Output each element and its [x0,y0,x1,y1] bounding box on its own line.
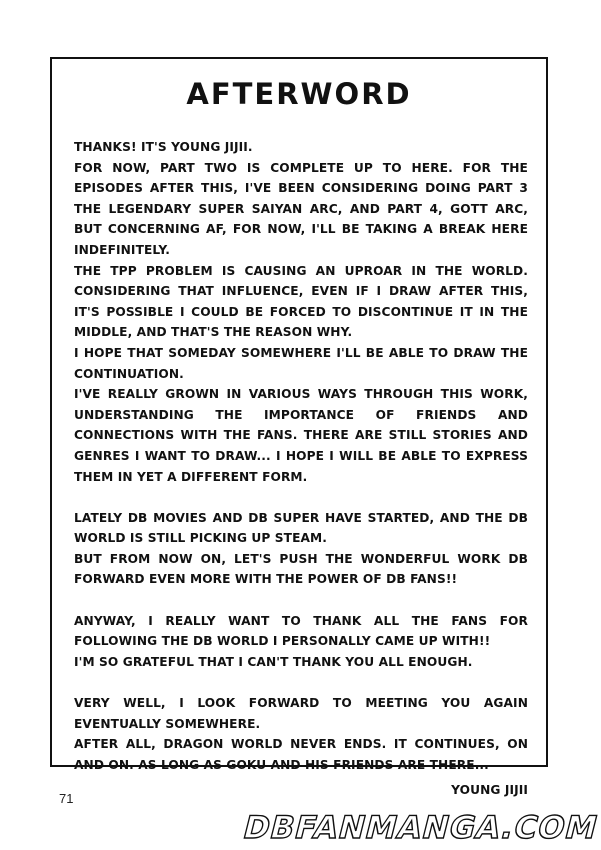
afterword-panel [50,57,548,798]
author-signature: YOUNG JIJII [451,783,528,798]
paragraph-push-forward: BUT FROM NOW ON, LET'S PUSH THE WONDERFUL WORK DB FORWARD EVEN MORE WITH THE POWER OF DB FANS!! [74,551,528,587]
paragraph-thank-fans: ANYWAY, I REALLY WANT TO THANK ALL THE FANS FOR FOLLOWING THE DB WORLD I PERSONALLY CAME UP WITH!! [74,613,528,649]
paragraph-dragon-world: AFTER ALL, DRAGON WORLD NEVER ENDS. IT CONTINUES, ON AND ON. AS LONG AS GOKU AND HIS FRIENDS ARE THERE... [74,737,528,772]
page-number: 71 [59,791,74,806]
paragraph-grown: I'VE REALLY GROWN IN VARIOUS WAYS THROUGH THIS WORK, UNDERSTANDING THE IMPORTANCE OF FRIENDS AND CONNECTIONS WITH THE FANS. THERE ARE STILL STORIES AND GENRES I WANT TO DRAW... I HOPE I WILL BE ABLE TO EXPRESS THEM IN YET A DIFFERENT FORM. [74,387,528,484]
paragraph-thanks: THANKS! IT'S YOUNG JIJII. [74,140,253,154]
site-watermark: DBFANMANGA.COM [239,810,601,846]
paragraph-meeting-again: VERY WELL, I LOOK FORWARD TO MEETING YOU AGAIN EVENTUALLY SOMEWHERE. [74,696,528,731]
paragraph-spacer [74,487,528,508]
paragraph-tpp-problem: THE TPP PROBLEM IS CAUSING AN UPROAR IN THE WORLD. CONSIDERING THAT INFLUENCE, EVEN IF I DRAW AFTER THIS, IT'S POSSIBLE I COULD BE FORCED TO DISCONTINUE IT IN THE MIDDLE, AND THAT'S THE REASON WHY. [74,263,528,340]
paragraph-spacer [74,672,528,693]
paragraph-spacer [74,590,528,611]
paragraph-continuation: I HOPE THAT SOMEDAY SOMEWHERE I'LL BE ABLE TO DRAW THE CONTINUATION. [74,345,528,381]
paragraph-db-movies: LATELY DB MOVIES AND DB SUPER HAVE STARTED, AND THE DB WORLD IS STILL PICKING UP STEAM. [74,510,528,546]
afterword-body [74,137,528,801]
paragraph-grateful: I'M SO GRATEFUL THAT I CAN'T THANK YOU ALL ENOUGH. [74,654,473,669]
page-title: AFTERWORD [186,77,412,111]
paragraph-part-two: FOR NOW, PART TWO IS COMPLETE UP TO HERE. FOR THE EPISODES AFTER THIS, I'VE BEEN CONSIDERING DOING PART 3 THE LEGENDARY SUPER SAIYAN ARC, AND PART 4, GOTT ARC, BUT CONCERNING AF, FOR NOW, I'LL BE TAKING A BREAK HERE INDEFINITELY. [74,160,528,257]
